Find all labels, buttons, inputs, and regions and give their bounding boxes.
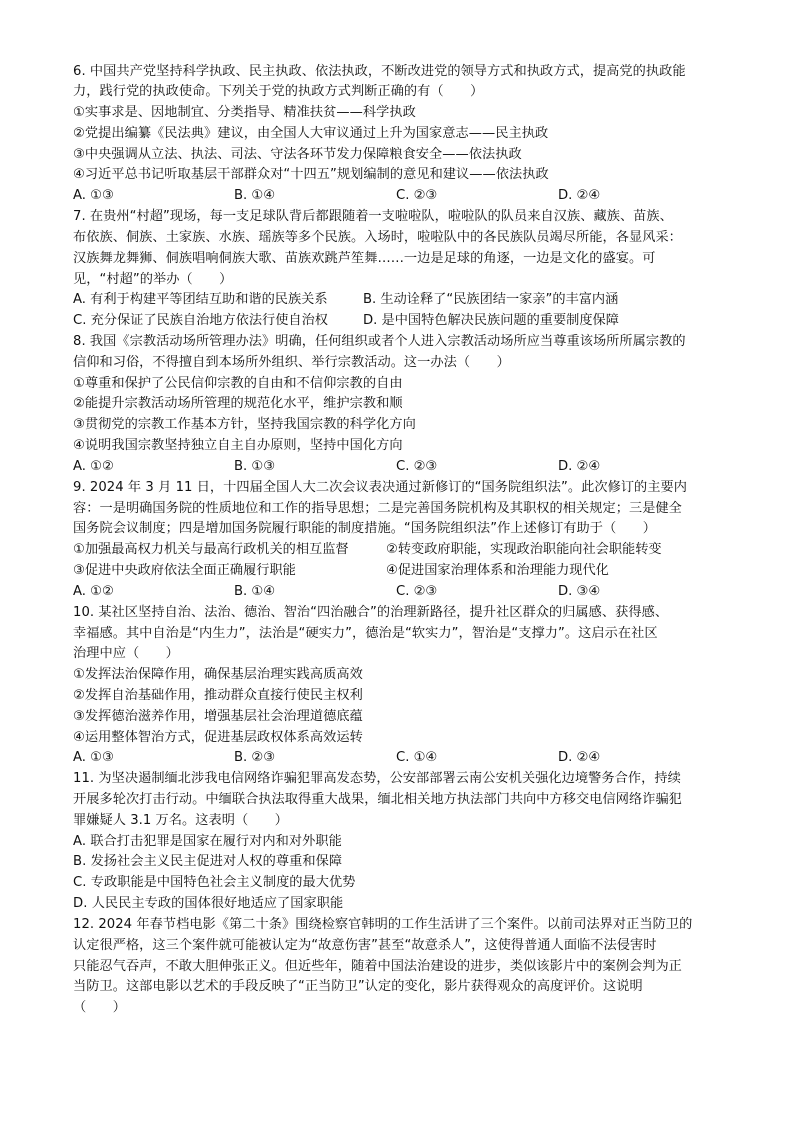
question-stem-line: 10. 某社区坚持自治、法治、德治、智治“四治融合”的治理新路径，提升社区群众的归属感、获得感、 — [73, 605, 669, 620]
statement: ①实事求是、因地制宜、分类指导、精准扶贫——科学执政 — [73, 105, 416, 120]
option-c: C. 充分保证了民族自治地方依法行使自治权 — [73, 313, 328, 328]
option-c: C. ②③ — [396, 459, 438, 474]
statement: ④习近平总书记听取基层干部群众对“十四五”规划编制的意见和建议——依法执政 — [73, 167, 549, 182]
question-stem-line: 幸福感。其中自治是“内生力”，法治是“硬实力”，德治是“软实力”，智治是“支撑力”。这启示在社区 — [73, 626, 658, 641]
question-stem-line: 力，践行党的执政使命。下列关于党的执政方式判断正确的有（ ） — [73, 84, 484, 99]
question-stem-line: 开展多轮次打击行动。中缅联合执法取得重大战果，缅北相关地方执法部门共向中方移交电信网络诈骗犯 — [73, 792, 682, 807]
question-stem-line: 12. 2024 年春节档电影《第二十条》围绕检察官韩明的工作生活讲了三个案件。以前司法界对正当防卫的 — [73, 917, 693, 932]
statement: ③中央强调从立法、执法、司法、守法各环节发力保障粮食安全——依法执政 — [73, 147, 522, 162]
statement: ②转变政府职能，实现政治职能向社会职能转变 — [386, 542, 662, 557]
statement: ①尊重和保护了公民信仰宗教的自由和不信仰宗教的自由 — [73, 376, 403, 391]
option-b: B. 生动诠释了“民族团结一家亲”的丰富内涵 — [363, 292, 619, 307]
option-b: B. 发扬社会主义民主促进对人权的尊重和保障 — [73, 854, 343, 869]
statement: ①加强最高权力机关与最高行政机关的相互监督 — [73, 542, 349, 557]
option-d: D. ②④ — [558, 459, 601, 474]
question-stem-line: 11. 为坚决遏制缅北涉我电信网络诈骗犯罪高发态势，公安部部署云南公安机关强化边境警务合作，持续 — [73, 771, 681, 786]
option-d: D. 是中国特色解决民族问题的重要制度保障 — [363, 313, 619, 328]
question-stem-line: 容：一是明确国务院的性质地位和工作的指导思想；二是完善国务院机构及其职权的相关规定；三是健全 — [73, 501, 682, 516]
question-stem-line: 信仰和习俗，不得擅自到本场所外组织、举行宗教活动。这一办法（ ） — [73, 355, 510, 370]
question-stem-line: 只能忍气吞声，不敢大胆伸张正义。但近些年，随着中国法治建设的进步，类似该影片中的案例会判为正 — [73, 959, 682, 974]
option-a: A. ①③ — [73, 750, 114, 765]
question-stem-line: 认定很严格，这三个案件就可能被认定为“故意伤害”甚至“故意杀人”，这使得普通人面临不法侵害时 — [73, 938, 657, 953]
statement: ④促进国家治理体系和治理能力现代化 — [386, 563, 609, 578]
question-stem-line: 6. 中国共产党坚持科学执政、民主执政、依法执政，不断改进党的领导方式和执政方式，提高党的执政能 — [73, 64, 686, 79]
option-d: D. 人民民主专政的国体很好地适应了国家职能 — [73, 896, 344, 911]
option-c: C. 专政职能是中国特色社会主义制度的最大优势 — [73, 875, 356, 890]
question-stem-line: 国务院会议制度；四是增加国务院履行职能的制度措施。“国务院组织法”作上述修订有助于（ ） — [73, 521, 656, 536]
option-d: D. ③④ — [558, 584, 601, 599]
statement: ③促进中央政府依法全面正确履行职能 — [73, 563, 296, 578]
statement: ④运用整体智治方式，促进基层政权体系高效运转 — [73, 730, 363, 745]
option-a: A. ①② — [73, 584, 114, 599]
question-stem-line: 9. 2024 年 3 月 11 日，十四届全国人大二次会议表决通过新修订的“国务院组织法”。此次修订的主要内 — [73, 480, 688, 495]
option-b: B. ①③ — [234, 459, 276, 474]
question-stem-line: 7. 在贵州“村超”现场，每一支足球队背后都跟随着一支啦啦队，啦啦队的队员来自汉族、藏族、苗族、 — [73, 209, 673, 224]
question-stem-line: 布依族、侗族、土家族、水族、瑶族等多个民族。入场时，啦啦队中的各民族队员竭尽所能，各显风采： — [73, 230, 682, 245]
question-stem-line: 治理中应（ ） — [73, 646, 179, 661]
option-a: A. ①② — [73, 459, 114, 474]
option-d: D. ②④ — [558, 750, 601, 765]
option-c: C. ②③ — [396, 584, 438, 599]
statement: ③发挥德治滋养作用，增强基层社会治理道德底蕴 — [73, 709, 363, 724]
option-d: D. ②④ — [558, 188, 601, 203]
question-stem-line: 见，“村超”的举办（ ） — [73, 272, 233, 287]
option-b: B. ①④ — [234, 584, 276, 599]
statement: ②发挥自治基础作用，推动群众直接行使民主权利 — [73, 688, 363, 703]
question-stem-line: 汉族舞龙舞狮、侗族唱响侗族大歌、苗族欢跳芦笙舞……一边是足球的角逐，一边是文化的盛宴。可 — [73, 251, 656, 266]
question-stem-line: 当防卫。这部电影以艺术的手段反映了“正当防卫”认定的变化，影片获得观众的高度评价。这说明 — [73, 979, 643, 994]
question-stem-line: 罪嫌疑人 3.1 万名。这表明（ ） — [73, 813, 288, 828]
option-b: B. ①④ — [234, 188, 276, 203]
statement: ②能提升宗教活动场所管理的规范化水平，维护宗教和顺 — [73, 396, 403, 411]
statement: ③贯彻党的宗教工作基本方针，坚持我国宗教的科学化方向 — [73, 417, 416, 432]
statement: ④说明我国宗教坚持独立自主自办原则，坚持中国化方向 — [73, 438, 403, 453]
statement: ②党提出编纂《民法典》建议，由全国人大审议通过上升为国家意志——民主执政 — [73, 126, 549, 141]
option-b: B. ②③ — [234, 750, 276, 765]
question-stem-line: （ ） — [73, 1000, 126, 1015]
question-stem-line: 8. 我国《宗教活动场所管理办法》明确，任何组织或者个人进入宗教活动场所应当尊重该场所所属宗教的 — [73, 334, 686, 349]
option-a: A. ①③ — [73, 188, 114, 203]
option-a: A. 有利于构建平等团结互助和谐的民族关系 — [73, 292, 328, 307]
statement: ①发挥法治保障作用，确保基层治理实践高质高效 — [73, 667, 363, 682]
option-c: C. ②③ — [396, 188, 438, 203]
option-a: A. 联合打击犯罪是国家在履行对内和对外职能 — [73, 834, 342, 849]
option-c: C. ①④ — [396, 750, 438, 765]
